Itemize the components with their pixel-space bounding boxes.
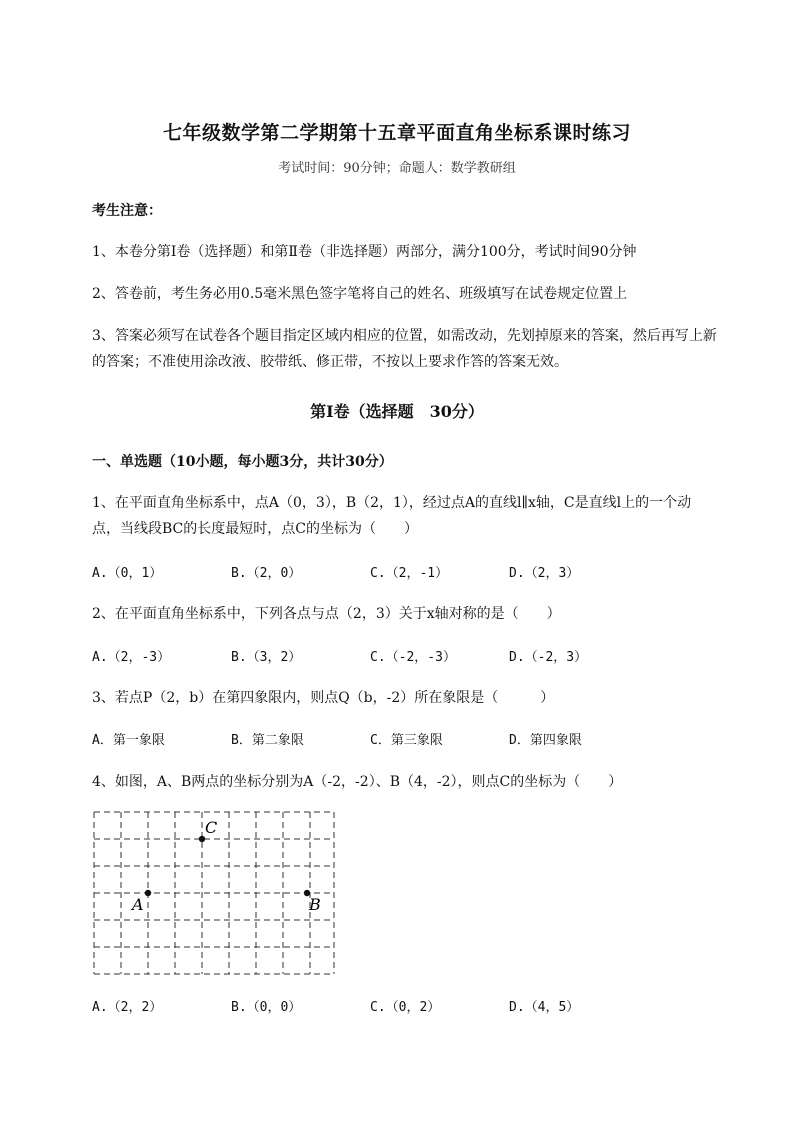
notice-item-2: 2、答卷前，考生务必用0.5毫米黑色签字笔将自己的姓名、班级填写在试卷规定位置上 — [92, 286, 628, 302]
question-4-option-c[interactable]: C.（0，2） — [370, 1000, 441, 1015]
question-1-option-b[interactable]: B.（2，0） — [231, 566, 302, 581]
point-a-label: A — [132, 895, 144, 914]
question-4-line-1: 4、如图，A、B两点的坐标分别为A（-2，-2）、B（4，-2），则点C的坐标为（ ） — [92, 774, 623, 790]
question-1-line-1: 1、在平面直角坐标系中，点A（0，3），B（2，1），经过点A的直线l∥x轴，C是直线l上的一个动 — [92, 495, 692, 511]
question-3-line-1: 3、若点P（2，b）在第四象限内，则点Q（b，-2）所在象限是（ ） — [92, 690, 555, 706]
question-4-option-b[interactable]: B.（0，0） — [231, 1000, 302, 1015]
question-2-line-1: 2、在平面直角坐标系中，下列各点与点（2，3）关于x轴对称的是（ ） — [92, 606, 561, 622]
question-3-option-c[interactable]: C．第三象限 — [370, 733, 443, 748]
part-heading: 一、单选题（10小题，每小题3分，共计30分） — [92, 454, 393, 470]
point-b-label: B — [309, 895, 321, 914]
notice-item-3-line-2: 的答案；不准使用涂改液、胶带纸、修正带，不按以上要求作答的答案无效。 — [92, 354, 568, 370]
section-title: 第I卷（选择题 30分） — [310, 402, 484, 421]
question-4-grid-figure — [92, 810, 338, 976]
question-3-option-a[interactable]: A．第一象限 — [92, 733, 165, 748]
question-3-option-d[interactable]: D．第四象限 — [509, 733, 582, 748]
notice-item-1: 1、本卷分第I卷（选择题）和第Ⅱ卷（非选择题）两部分，满分100分，考试时间90分钟 — [92, 244, 637, 260]
question-3-option-b[interactable]: B．第二象限 — [231, 733, 304, 748]
page-title: 七年级数学第二学期第十五章平面直角坐标系课时练习 — [162, 122, 631, 144]
question-4-option-d[interactable]: D.（4，5） — [509, 1000, 580, 1015]
exam-info: 考试时间：90分钟；命题人：数学教研组 — [278, 161, 516, 176]
question-1-line-2: 点，当线段BC的长度最短时，点C的坐标为（ ） — [92, 521, 418, 537]
notice-item-3-line-1: 3、答案必须写在试卷各个题目指定区域内相应的位置，如需改动，先划掉原来的答案，然后再写上新 — [92, 328, 717, 344]
question-2-option-c[interactable]: C.（-2，-3） — [370, 650, 456, 665]
question-2-option-d[interactable]: D.（-2，3） — [509, 650, 588, 665]
notice-heading: 考生注意： — [92, 203, 162, 219]
question-1-option-c[interactable]: C.（2，-1） — [370, 566, 449, 581]
question-2-option-a[interactable]: A.（2，-3） — [92, 650, 171, 665]
question-1-option-a[interactable]: A.（0，1） — [92, 566, 163, 581]
question-2-option-b[interactable]: B.（3，2） — [231, 650, 302, 665]
point-a-marker — [145, 890, 151, 896]
question-1-option-d[interactable]: D.（2，3） — [509, 566, 580, 581]
point-c-label: C — [205, 818, 218, 837]
question-4-option-a[interactable]: A.（2，2） — [92, 1000, 163, 1015]
